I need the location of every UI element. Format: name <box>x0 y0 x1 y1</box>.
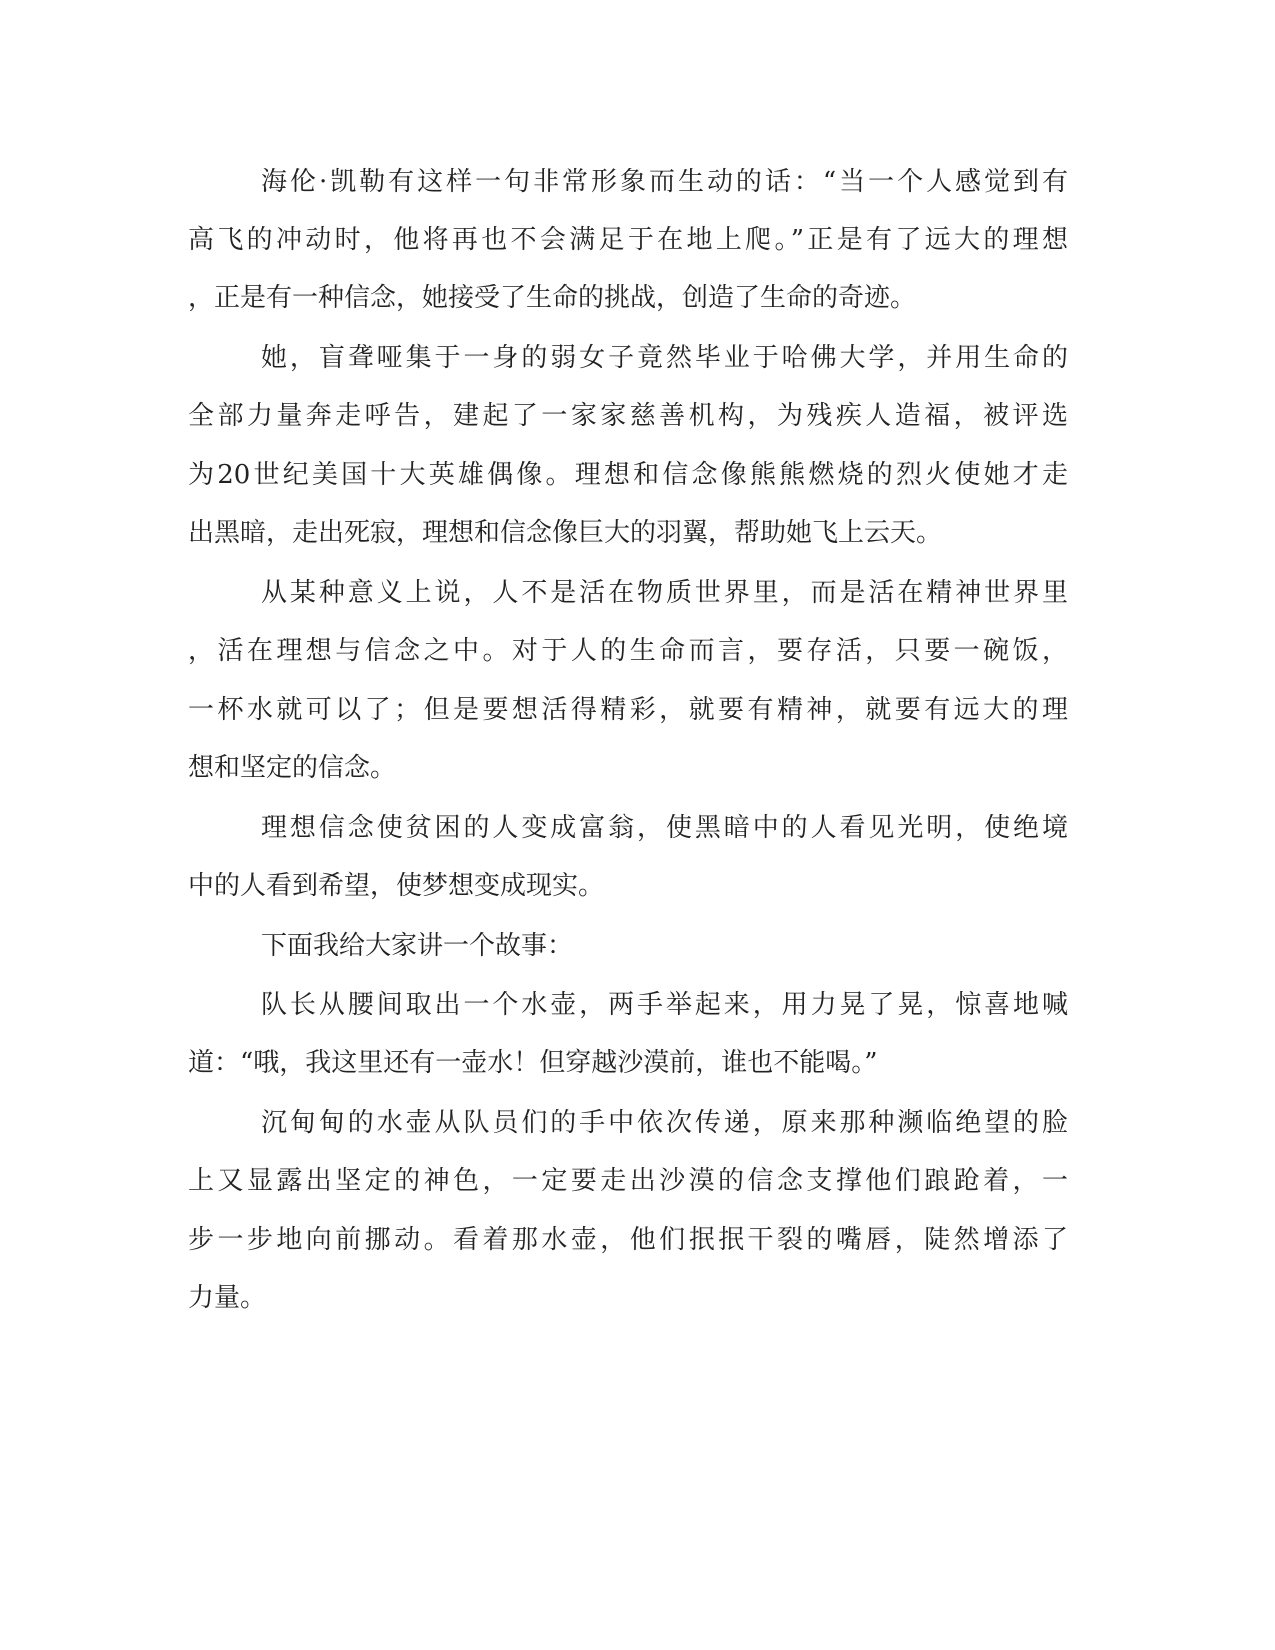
paragraph-2-line-3: 为20世纪美国十大英雄偶像。理想和信念像熊熊燃烧的烈火使她才走 <box>188 460 1068 490</box>
paragraph-7-line-4: 力量。 <box>188 1283 267 1313</box>
paragraph-2-line-2: 全部力量奔走呼告，建起了一家家慈善机构，为残疾人造福，被评选 <box>188 401 1068 431</box>
paragraph-4-line-1: 理想信念使贫困的人变成富翁，使黑暗中的人看见光明，使绝境 <box>261 813 1068 843</box>
paragraph-1-line-2: 高飞的冲动时，他将再也不会满足于在地上爬。”正是有了远大的理想 <box>188 225 1068 255</box>
paragraph-5-line-1: 下面我给大家讲一个故事： <box>261 931 574 961</box>
paragraph-3-line-2: ，活在理想与信念之中。对于人的生命而言，要存活，只要一碗饭， <box>188 636 1068 666</box>
paragraph-6-line-1: 队长从腰间取出一个水壶，两手举起来，用力晃了晃，惊喜地喊 <box>261 990 1068 1020</box>
paragraph-2-line-1: 她，盲聋哑集于一身的弱女子竟然毕业于哈佛大学，并用生命的 <box>261 343 1068 373</box>
paragraph-3-line-4: 想和坚定的信念。 <box>188 753 397 783</box>
paragraph-7-line-1: 沉甸甸的水壶从队员们的手中依次传递，原来那种濒临绝望的脸 <box>261 1108 1068 1138</box>
paragraph-6-line-2: 道：“哦，我这里还有一壶水！但穿越沙漠前，谁也不能喝。” <box>188 1048 878 1078</box>
paragraph-2-line-4: 出黑暗，走出死寂，理想和信念像巨大的羽翼，帮助她飞上云天。 <box>188 518 943 548</box>
paragraph-1-line-3: ，正是有一种信念，她接受了生命的挑战，创造了生命的奇迹。 <box>188 283 917 313</box>
paragraph-4-line-2: 中的人看到希望，使梦想变成现实。 <box>188 871 605 901</box>
paragraph-7-line-2: 上又显露出坚定的神色，一定要走出沙漠的信念支撑他们踉跄着，一 <box>188 1166 1068 1196</box>
paragraph-7-line-3: 步一步地向前挪动。看着那水壶，他们抿抿干裂的嘴唇，陡然增添了 <box>188 1225 1068 1255</box>
paragraph-3-line-1: 从某种意义上说，人不是活在物质世界里，而是活在精神世界里 <box>261 578 1068 608</box>
paragraph-3-line-3: 一杯水就可以了；但是要想活得精彩，就要有精神，就要有远大的理 <box>188 695 1068 725</box>
paragraph-1-line-1: 海伦·凯勒有这样一句非常形象而生动的话：“当一个人感觉到有 <box>261 167 1068 197</box>
